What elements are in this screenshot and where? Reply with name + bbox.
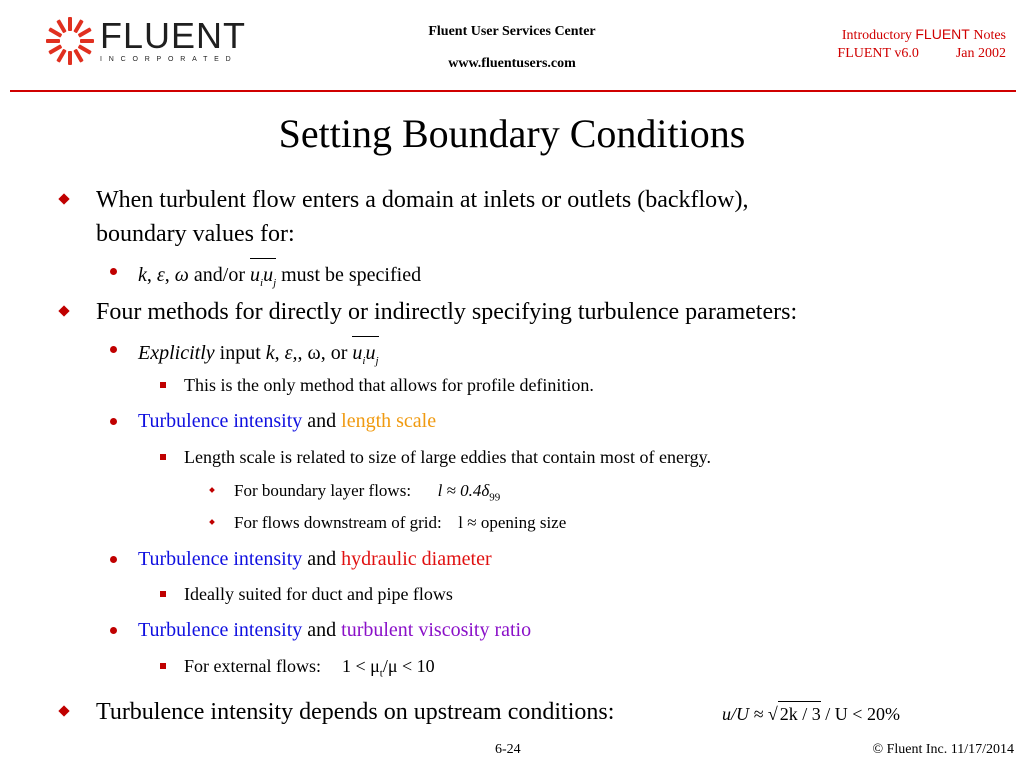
square-root-icon: √ 2k / 3 (768, 701, 821, 726)
diamond-bullet-icon (58, 305, 69, 316)
diamond-bullet-icon (58, 193, 69, 204)
dot-bullet-icon (110, 268, 117, 275)
slide-title: Setting Boundary Conditions (278, 111, 746, 156)
reynolds-stress-symbol: $u_iu_j$ (352, 336, 378, 374)
header-date: Jan 2002 (955, 46, 1006, 61)
square-bullet-icon (160, 663, 166, 669)
header-center-title: Fluent User Services Center (428, 24, 596, 39)
header-right-line1 (842, 24, 1006, 46)
header-intro: Introductory (841, 28, 912, 43)
header-version: FLUENT v6.0 (837, 46, 919, 61)
header-center-url: www.fluentusers.com (448, 56, 576, 71)
bullet-2-line: Four methods for directly or indirectly specifying turbulence parameters: (96, 299, 798, 325)
square-bullet-icon (160, 382, 166, 388)
copyright: © Fluent Inc. 11/17/2014 (872, 742, 1014, 757)
page-number: 6-24 (495, 742, 521, 757)
bullet-1-line2: boundary values for: (96, 221, 295, 247)
bullet-3-line: Turbulence intensity depends on upstream conditions: (96, 699, 615, 725)
dot-bullet-icon (110, 346, 117, 353)
logo-subtitle: INCORPORATED (100, 56, 238, 63)
dot-bullet-icon (110, 556, 117, 563)
small-diamond-bullet-icon (209, 519, 215, 525)
reynolds-stress-symbol: $u_iu_j$ (250, 258, 276, 296)
diamond-bullet-icon (58, 705, 69, 716)
header-right-line2 (837, 44, 1006, 64)
small-diamond-bullet-icon (209, 487, 215, 493)
header-notes: Notes (973, 28, 1006, 43)
dot-bullet-icon (110, 418, 117, 425)
bullet-1-line1: When turbulent flow enters a domain at inlets or outlets (backflow), (96, 187, 749, 213)
square-bullet-icon (160, 591, 166, 597)
dot-bullet-icon (110, 627, 117, 634)
header-fluent: FLUENT (915, 26, 970, 42)
intensity-formula: u/U ≈ √ 2k / 3 / U < 20% (722, 701, 900, 726)
header-divider (10, 90, 1016, 92)
square-bullet-icon (160, 454, 166, 460)
logo-burst-icon (46, 17, 94, 65)
logo-wordmark: FLUENT (100, 15, 247, 56)
